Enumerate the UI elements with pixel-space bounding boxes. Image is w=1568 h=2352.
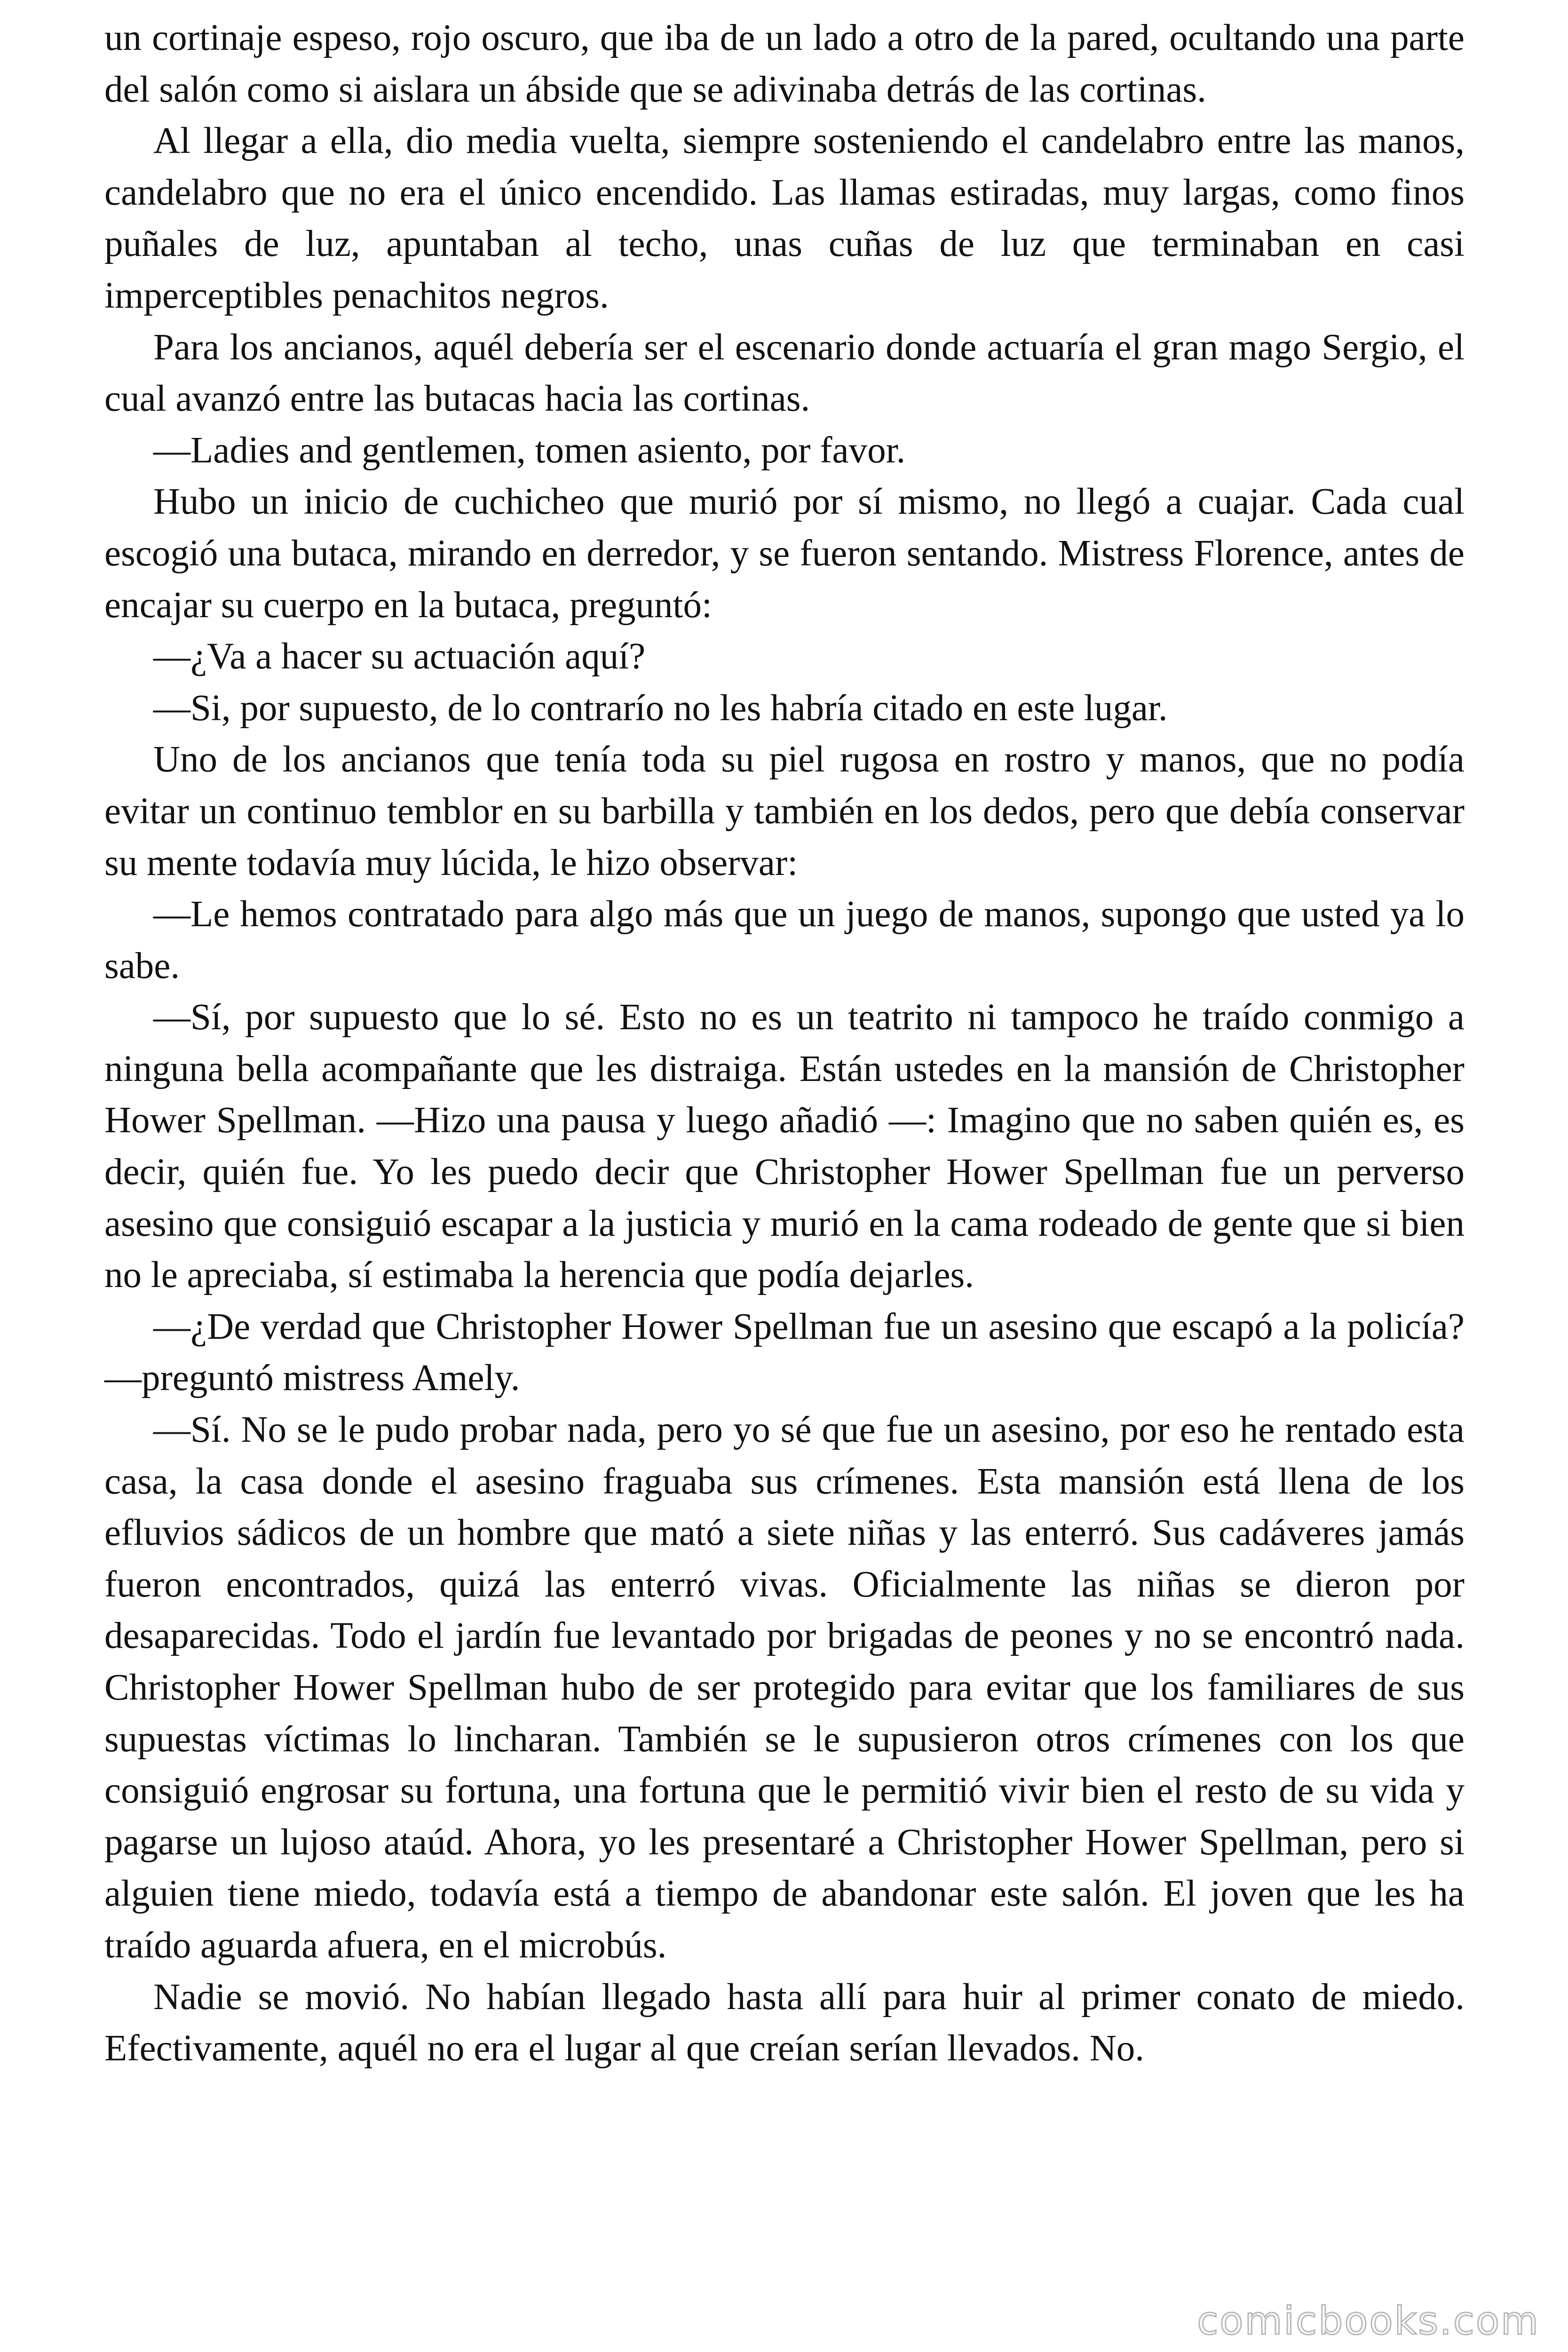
paragraph-8: Uno de los ancianos que tenía toda su piel rugosa en rostro y manos, que no podía evitar un continuo temblor en su barbilla y también en los dedos, pero que debía conservar su mente todavía muy lúcida, le hizo observar:	[104, 739, 1465, 883]
paragraph-13: Nadie se movió. No habían llegado hasta allí para huir al primer conato de miedo. Efectivamente, aquél no era el lugar al que creían serían llevados. No.	[104, 1976, 1465, 2069]
paragraph-5: Hubo un inicio de cuchicheo que murió por sí mismo, no llegó a cuajar. Cada cual escogió una butaca, mirando en derredor, y se fueron sentando. Mistress Florence, antes de encajar su cuerpo en la butaca, preguntó:	[104, 481, 1465, 626]
paragraph-1: un cortinaje espeso, rojo oscuro, que iba de un lado a otro de la pared, ocultando una parte del salón como si aislara un ábside que se adivinaba detrás de las cortinas.	[104, 17, 1465, 110]
paragraph-12: —Sí. No se le pudo probar nada, pero yo sé que fue un asesino, por eso he rentado esta casa, la casa donde el asesino fraguaba sus crímenes. Esta mansión está llena de los efluvios sádicos de un hombre que mató a siete niñas y las enterró. Sus cadáveres jamás fueron encontrados, quizá las enterró vivas. Oficialmente las niñas se dieron por desaparecidas. Todo el jardín fue levantado por brigadas de peones y no se encontró nada. Christopher Hower Spellman hubo de ser protegido para evitar que los familiares de sus supuestas víctimas lo lincharan. También se le supusieron otros crímenes con los que consiguió engrosar su fortuna, una fortuna que le permitió vivir bien el resto de su vida y pagarse un lujoso ataúd. Ahora, yo les presentaré a Christopher Hower Spellman, pero si alguien tiene miedo, todavía está a tiempo de abandonar este salón. El joven que les ha traído aguarda afuera, en el microbús.	[104, 1409, 1465, 1966]
paragraph-2: Al llegar a ella, dio media vuelta, siempre sosteniendo el candelabro entre las manos, candelabro que no era el único encendido. Las llamas estiradas, muy largas, como finos puñales de luz, apuntaban al techo, unas cuñas de luz que terminaban en casi imperceptibles penachitos negros.	[104, 120, 1465, 316]
paragraph-10: —Sí, por supuesto que lo sé. Esto no es un teatrito ni tampoco he traído conmigo a ninguna bella acompañante que les distraiga. Están ustedes en la mansión de Christopher Hower Spellman. —Hizo una pausa y luego añadió —: Imagino que no saben quién es, es decir, quién fue. Yo les puedo decir que Christopher Hower Spellman fue un perverso asesino que consiguió escapar a la justicia y murió en la cama rodeado de gente que si bien no le apreciaba, sí estimaba la herencia que podía dejarles.	[104, 997, 1465, 1296]
paragraph-4: —Ladies and gentlemen, tomen asiento, por favor.	[153, 429, 906, 471]
paragraph-6: —¿Va a hacer su actuación aquí?	[153, 636, 646, 677]
paragraph-7: —Si, por supuesto, de lo contrarío no les habría citado en este lugar.	[153, 687, 1168, 729]
book-page-text	[104, 12, 1465, 2074]
watermark: comicbooks.com	[1197, 2299, 1540, 2344]
paragraph-9: —Le hemos contratado para algo más que un juego de manos, supongo que usted ya lo sabe.	[104, 894, 1465, 986]
paragraph-3: Para los ancianos, aquél debería ser el escenario donde actuaría el gran mago Sergio, el cual avanzó entre las butacas hacia las cortinas.	[104, 326, 1465, 420]
paragraph-11: —¿De verdad que Christopher Hower Spellman fue un asesino que escapó a la policía? —preguntó mistress Amely.	[104, 1306, 1465, 1399]
